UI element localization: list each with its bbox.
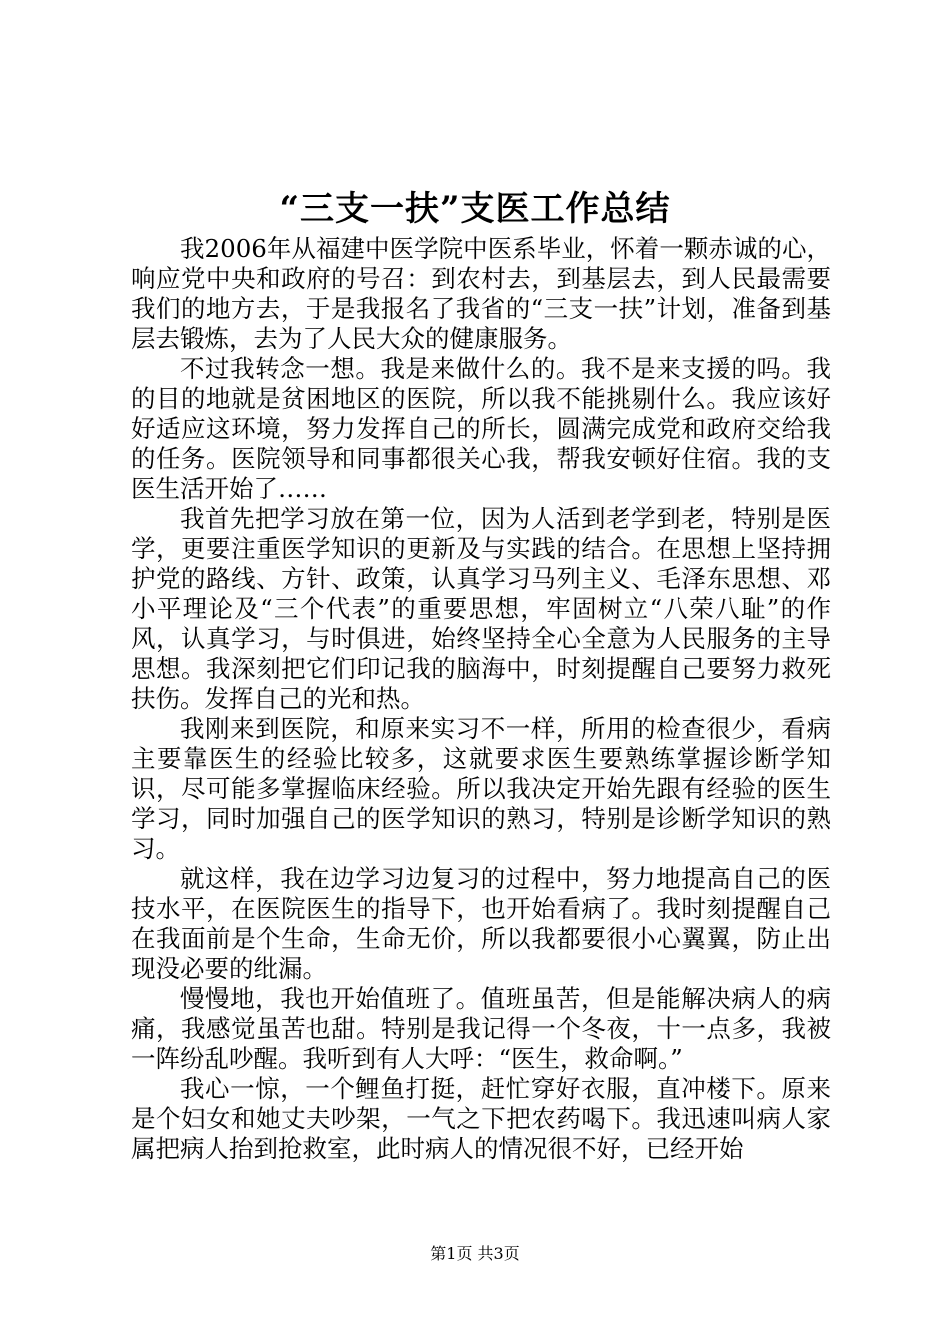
paragraph-5: 就这样，我在边学习边复习的过程中，努力地提高自己的医技水平，在医院医生的指导下，也开始看病了。我时刻提醒自己在我面前是个生命，生命无价，所以我都要很小心翼翼，防止出现没必要的纰漏。 (131, 864, 831, 983)
paragraph-2: 不过我转念一想。我是来做什么的。我不是来支援的吗。我的目的地就是贫困地区的医院，所以我不能挑剔什么。我应该好好适应这环境，努力发挥自己的所长，圆满完成党和政府交给我的任务。医院领导和同事都很关心我，帮我安顿好住宿。我的支医生活开始了…… (131, 354, 831, 503)
paragraph-6: 慢慢地，我也开始值班了。值班虽苦，但是能解决病人的病痛，我感觉虽苦也甜。特别是我记得一个冬夜，十一点多，我被一阵纷乱吵醒。我听到有人大呼：“医生，救命啊。” (131, 984, 831, 1073)
paragraph-4: 我刚来到医院，和原来实习不一样，所用的检查很少，看病主要靠医生的经验比较多，这就要求医生要熟练掌握诊断学知识，尽可能多掌握临床经验。所以我决定开始先跟有经验的医生学习，同时加强自己的医学知识的熟习，特别是诊断学知识的熟习。 (131, 714, 831, 863)
paragraph-3: 我首先把学习放在第一位，因为人活到老学到老，特别是医学，更要注重医学知识的更新及与实践的结合。在思想上坚持拥护党的路线、方针、政策，认真学习马列主义、毛泽东思想、邓小平理论及“三个代表”的重要思想，牢固树立“八荣八耻”的作风，认真学习，与时俱进，始终坚持全心全意为人民服务的主导思想。我深刻把它们印记我的脑海中，时刻提醒自己要努力救死扶伤。发挥自己的光和热。 (131, 504, 831, 713)
page-number-footer: 第1页 共3页 (430, 1244, 520, 1263)
document-body (131, 234, 831, 1164)
paragraph-1: 我2006年从福建中医学院中医系毕业，怀着一颗赤诚的心，响应党中央和政府的号召：到农村去，到基层去，到人民最需要我们的地方去，于是我报名了我省的“三支一扶”计划，准备到基层去锻炼，去为了人民大众的健康服务。 (131, 234, 831, 353)
paragraph-7: 我心一惊，一个鲤鱼打挺，赶忙穿好衣服，直冲楼下。原来是个妇女和她丈夫吵架，一气之下把农药喝下。我迅速叫病人家属把病人抬到抢救室，此时病人的情况很不好，已经开始 (131, 1074, 831, 1163)
document-title: “三支一扶”支医工作总结 (279, 189, 671, 229)
